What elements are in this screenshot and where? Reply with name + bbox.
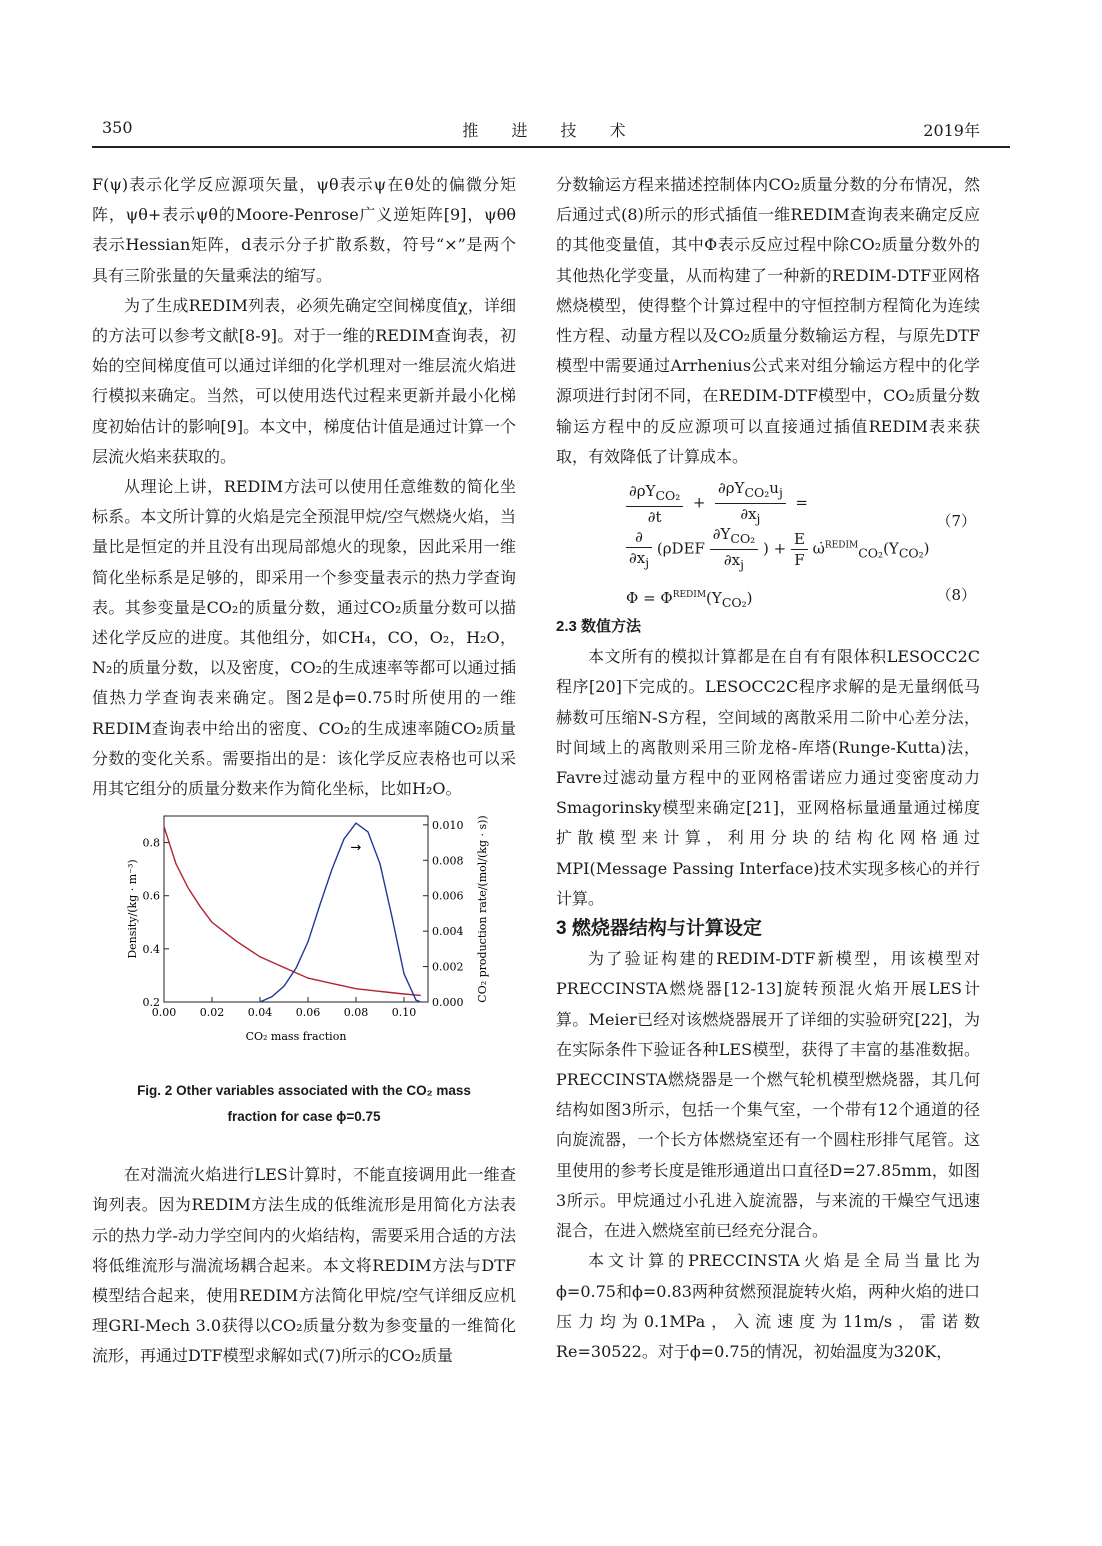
y-right-tick-label: 0.010 xyxy=(432,819,464,833)
paragraph: 本文计算的PRECCINSTA火焰是全局当量比为ϕ=0.75和ϕ=0.83两种贫燃预混旋转火焰，两种火焰的进口压力均为0.1MPa，入流速度为11m/s，雷诺数Re=30522。对于ϕ=0.75的情况，初始温度为320K， xyxy=(556,1251,980,1361)
x-axis-label: CO₂ mass fraction xyxy=(245,1030,347,1044)
x-tick-label: 0.08 xyxy=(343,1006,369,1020)
y-left-tick-label: 0.2 xyxy=(142,996,160,1010)
paragraph: 本文所有的模拟计算都是在自有有限体积LESOCC2C程序[20]下完成的。LESOCC2C程序求解的是无量纲低马赫数可压缩N-S方程，空间域的离散采用二阶中心差分法，时间域上的离散则采用三阶龙格-库塔(Runge-Kutta)法，Favre过滤动量方程中的亚网格雷诺应力通过变密度动力Smagorinsky模型来确定[21]，亚网格标量通量通过梯度扩散模型来计算，利用分块的结构化网格通过MPI(Message Passing Interface)技术实现多核心的并行计算。 xyxy=(556,647,980,908)
paragraph: 为了生成REDIM列表，必须先确定空间梯度值χ，详细的方法可以参考文献[8-9]。对于一维的REDIM查询表，初始的空间梯度值可以通过详细的化学机理对一维层流火焰进行模拟来确定。当然，可以使用迭代过程来更新并最小化梯度初始估计的影响[9]。本文中，梯度估计值是通过计算一个层流火焰来获取的。 xyxy=(92,295,516,466)
y-left-tick-label: 0.4 xyxy=(142,943,160,957)
equation-7-line2: $\frac{\partial}{\partial x_j}$ (ρDEF $\frac{\partial Y_{CO_2}}{\partial x_j}$ ) + $\frac{E}{F}$ $\omegȧ^{REDIM}_{CO_2}(Y_{CO_2})$ xyxy=(626,524,930,575)
paragraph: 在对湍流火焰进行LES计算时，不能直接调用此一维查询列表。因为REDIM方法生成的低维流形是用简化方法表示的热力学-动力学空间内的火焰结构，需要采用合适的方法将低维流形与湍流场耦合起来。本文将REDIM方法与DTF模型结合起来，使用REDIM方法简化甲烷/空气详细反应机理GRI-Mech 3.0获得以CO₂质量分数为参变量的一维简化流形，再通过DTF模型求解如式(7)所示的CO₂质量 xyxy=(92,1165,516,1366)
figure-2 xyxy=(92,808,516,1078)
page-number: 350 xyxy=(102,118,133,137)
plot-frame xyxy=(164,816,428,1002)
x-tick-label: 0.02 xyxy=(199,1006,225,1020)
dual-axis-chart xyxy=(92,808,516,1078)
equation-8: $\Phi = \Phi^{REDIM}(Y_{CO_2})$ xyxy=(626,589,753,611)
y-right-tick-label: 0.006 xyxy=(432,889,464,903)
x-tick-label: 0.00 xyxy=(151,1006,177,1020)
y-left-tick-label: 0.8 xyxy=(142,836,160,850)
section-heading: 3 燃烧器结构与计算设定 xyxy=(556,918,762,940)
page-header xyxy=(92,116,1010,148)
y-left-tick-label: 0.6 xyxy=(142,889,160,903)
right-column xyxy=(556,170,980,1367)
equation-7-line1: $\frac{\partial\rho Y_{CO_2}}{\partial t}$ + $\frac{\partial\rho Y_{CO_2}u_j}{\partial x_j}$ = xyxy=(626,478,808,529)
y-right-tick-label: 0.008 xyxy=(432,854,464,868)
paragraph: F(ψ)表示化学反应源项矢量，ψθ表示ψ在θ处的偏微分矩阵，ψθ+表示ψθ的Moore-Penrose广义逆矩阵[9]，ψθθ表示Hessian矩阵，d表示分子扩散系数，符号“×”是两个具有三阶张量的矢量乘法的缩写。 xyxy=(92,175,516,285)
density-series-line xyxy=(164,827,421,996)
figure-caption xyxy=(92,1078,516,1130)
y-left-axis-label: Density/(kg · m⁻³) xyxy=(126,859,139,959)
year: 2019年 xyxy=(923,121,980,140)
caption-line: fraction for case ϕ=0.75 xyxy=(227,1109,381,1125)
left-column xyxy=(92,170,516,1372)
section-heading: 2.3 数值方法 xyxy=(556,618,642,636)
x-tick-label: 0.06 xyxy=(295,1006,321,1020)
paragraph: 分数输运方程来描述控制体内CO₂质量分数的分布情况，然后通过式(8)所示的形式插值一维REDIM查询表来确定反应的其他变量值，其中Φ表示反应过程中除CO₂质量分数外的其他热化学变量，从而构建了一种新的REDIM-DTF亚网格燃烧模型，使得整个计算过程中的守恒控制方程简化为连续性方程、动量方程以及CO₂质量分数输运方程，与原先DTF模型中需要通过Arrhenius公式来对组分输运方程中的化学源项进行封闭不同，在REDIM-DTF模型中，CO₂质量分数输运方程中的反应源项可以直接通过插值REDIM表来获取，有效降低了计算成本。 xyxy=(556,175,980,466)
journal-name: 推 进 技 术 xyxy=(462,121,640,140)
paragraph: 从理论上讲，REDIM方法可以使用任意维数的简化坐标系。本文所计算的火焰是完全预混甲烷/空气燃烧火焰，当量比是恒定的并且没有出现局部熄火的现象，因此采用一维简化坐标系是足够的，即采用一个参变量表示的热力学查询表。其参变量是CO₂的质量分数，通过CO₂质量分数可以描述化学反应的进度。其他组分，如CH₄，CO，O₂，H₂O，N₂的质量分数，以及密度，CO₂的生成速率等都可以通过插值热力学查询表来确定。图2是ϕ=0.75时所使用的一维REDIM查询表中给出的密度、CO₂的生成速率随CO₂质量分数的变化关系。需要指出的是：该化学反应表格也可以采用其它组分的质量分数来作为简化坐标，比如H₂O。 xyxy=(92,477,516,799)
y-right-tick-label: 0.004 xyxy=(432,925,464,939)
y-right-tick-label: 0.000 xyxy=(432,996,464,1010)
x-tick-label: 0.04 xyxy=(247,1006,273,1020)
caption-line: Fig. 2 Other variables associated with the CO₂ mass xyxy=(137,1083,471,1099)
arrow-annotation: → xyxy=(350,840,362,856)
y-right-axis-label: CO₂ production rate/(mol/(kg · s)) xyxy=(476,815,489,1003)
co2-rate-series-line xyxy=(260,823,421,1002)
equations xyxy=(556,472,980,612)
x-tick-label: 0.10 xyxy=(391,1006,417,1020)
y-right-tick-label: 0.002 xyxy=(432,960,464,974)
paragraph: 为了验证构建的REDIM-DTF新模型，用该模型对PRECCINSTA燃烧器[12-13]旋转预混火焰开展LES计算。Meier已经对该燃烧器展开了详细的实验研究[22]，为在实际条件下验证各种LES模型，获得了丰富的基准数据。PRECCINSTA燃烧器是一个燃气轮机模型燃烧器，其几何结构如图3所示，包括一个集气室，一个带有12个通道的径向旋流器，一个长方体燃烧室还有一个圆柱形排气尾管。这里使用的参考长度是锥形通道出口直径D=27.85mm，如图3所示。甲烷通过小孔进入旋流器，与来流的干燥空气迅速混合，在进入燃烧室前已经充分混合。 xyxy=(556,949,980,1241)
equation-8-number: （8） xyxy=(936,586,976,605)
equation-7-number: （7） xyxy=(936,512,976,531)
